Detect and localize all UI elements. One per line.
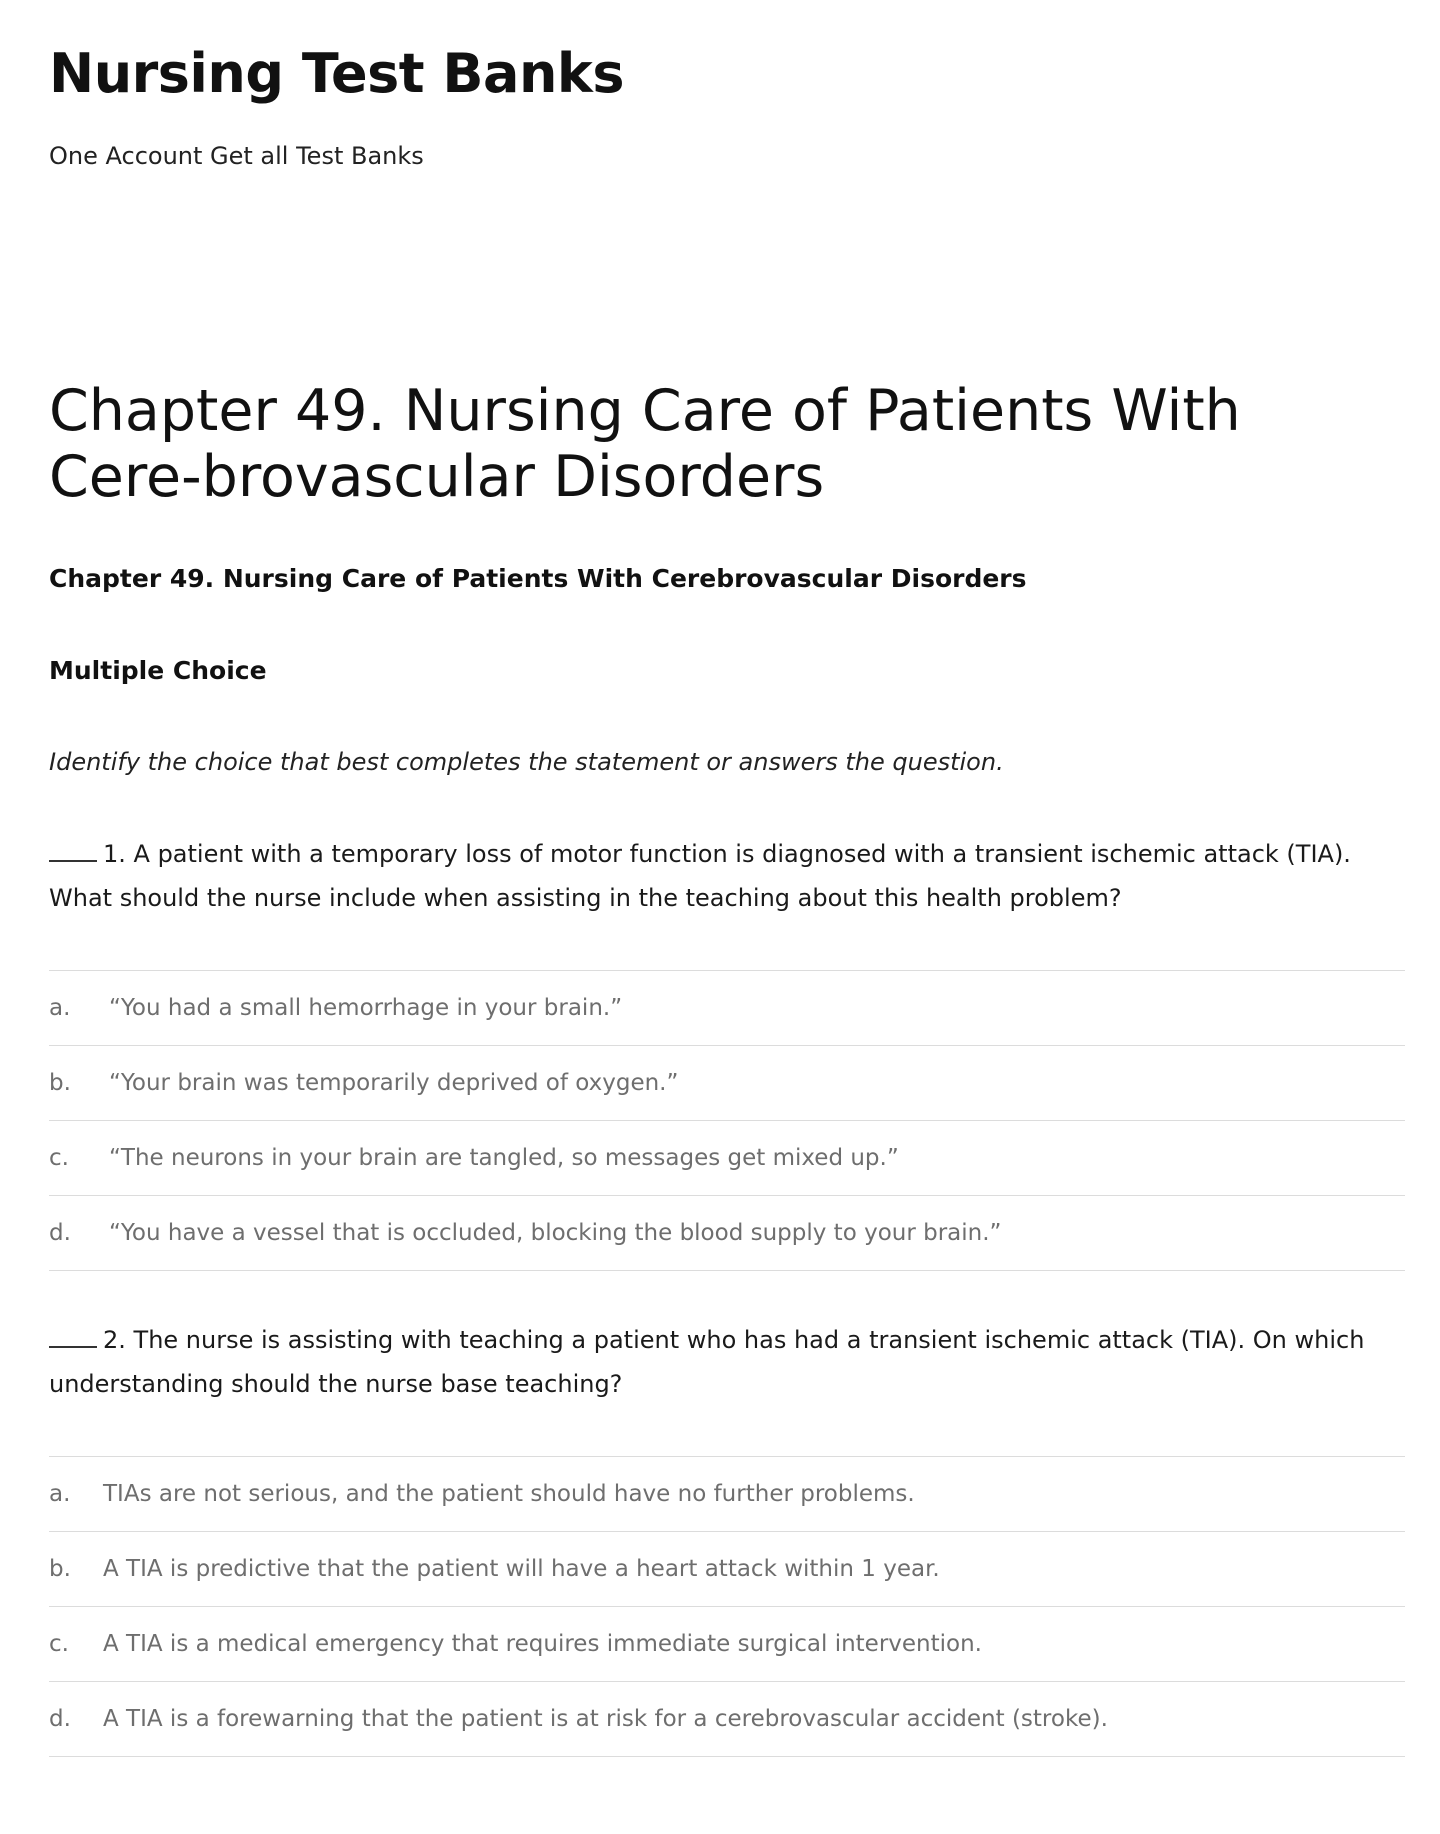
choice-item — [49, 971, 1405, 1046]
choice-letter: b. — [49, 1070, 71, 1096]
choice-letter: a. — [49, 995, 71, 1021]
content-heading: Chapter 49. Nursing Care of Patients With Cerebrovascular Disorders — [49, 564, 1027, 593]
choice-letter: a. — [49, 1481, 71, 1507]
choice-item — [49, 1532, 1405, 1607]
choice-text: TIAs are not serious, and the patient should have no further problems. — [103, 1481, 915, 1507]
choice-text: A TIA is a forewarning that the patient is at risk for a cerebrovascular accident (stroke). — [103, 1706, 1108, 1732]
site-title[interactable]: Nursing Test Banks — [49, 42, 624, 105]
question-1 — [49, 832, 1405, 1246]
answer-blank — [49, 860, 97, 862]
section-heading: Multiple Choice — [49, 656, 267, 685]
choice-list — [49, 1456, 1405, 1757]
choice-letter: c. — [49, 1631, 69, 1657]
choice-item — [49, 1682, 1405, 1757]
question-2 — [49, 1318, 1405, 1732]
choice-letter: c. — [49, 1145, 69, 1171]
choice-text: A TIA is a medical emergency that requires immediate surgical intervention. — [103, 1631, 982, 1657]
choice-text: “Your brain was temporarily deprived of oxygen.” — [109, 1070, 679, 1096]
chapter-title — [49, 378, 1389, 510]
choice-item — [49, 1607, 1405, 1682]
question-stem — [49, 832, 1405, 920]
instructions: Identify the choice that best completes the statement or answers the question. — [49, 748, 1004, 776]
choice-letter: d. — [49, 1706, 71, 1732]
choice-text: “The neurons in your brain are tangled, so messages get mixed up.” — [109, 1145, 899, 1171]
choice-item — [49, 1457, 1405, 1532]
choice-text: “You had a small hemorrhage in your brain.” — [109, 995, 623, 1021]
choice-letter: b. — [49, 1556, 71, 1582]
choice-text: A TIA is predictive that the patient will have a heart attack within 1 year. — [103, 1556, 940, 1582]
choice-letter: d. — [49, 1220, 71, 1246]
choice-item — [49, 1046, 1405, 1121]
answer-blank — [49, 1346, 97, 1348]
question-stem-text: 1. A patient with a temporary loss of motor function is diagnosed with a transient ischemic attack (TIA). What should the nurse include when assisting in the teaching about this health problem? — [49, 840, 1351, 912]
question-stem-text: 2. The nurse is assisting with teaching a patient who has had a transient ischemic attack (TIA). On which understanding should the nurse base teaching? — [49, 1326, 1365, 1398]
choice-list — [49, 970, 1405, 1271]
chapter-title-text: Chapter 49. Nursing Care of Patients With Cere-brovascular Disorders — [49, 378, 1241, 510]
choice-item — [49, 1196, 1405, 1271]
choice-text: “You have a vessel that is occluded, blocking the blood supply to your brain.” — [109, 1220, 1002, 1246]
site-tagline: One Account Get all Test Banks — [49, 142, 424, 170]
question-stem — [49, 1318, 1405, 1406]
choice-item — [49, 1121, 1405, 1196]
